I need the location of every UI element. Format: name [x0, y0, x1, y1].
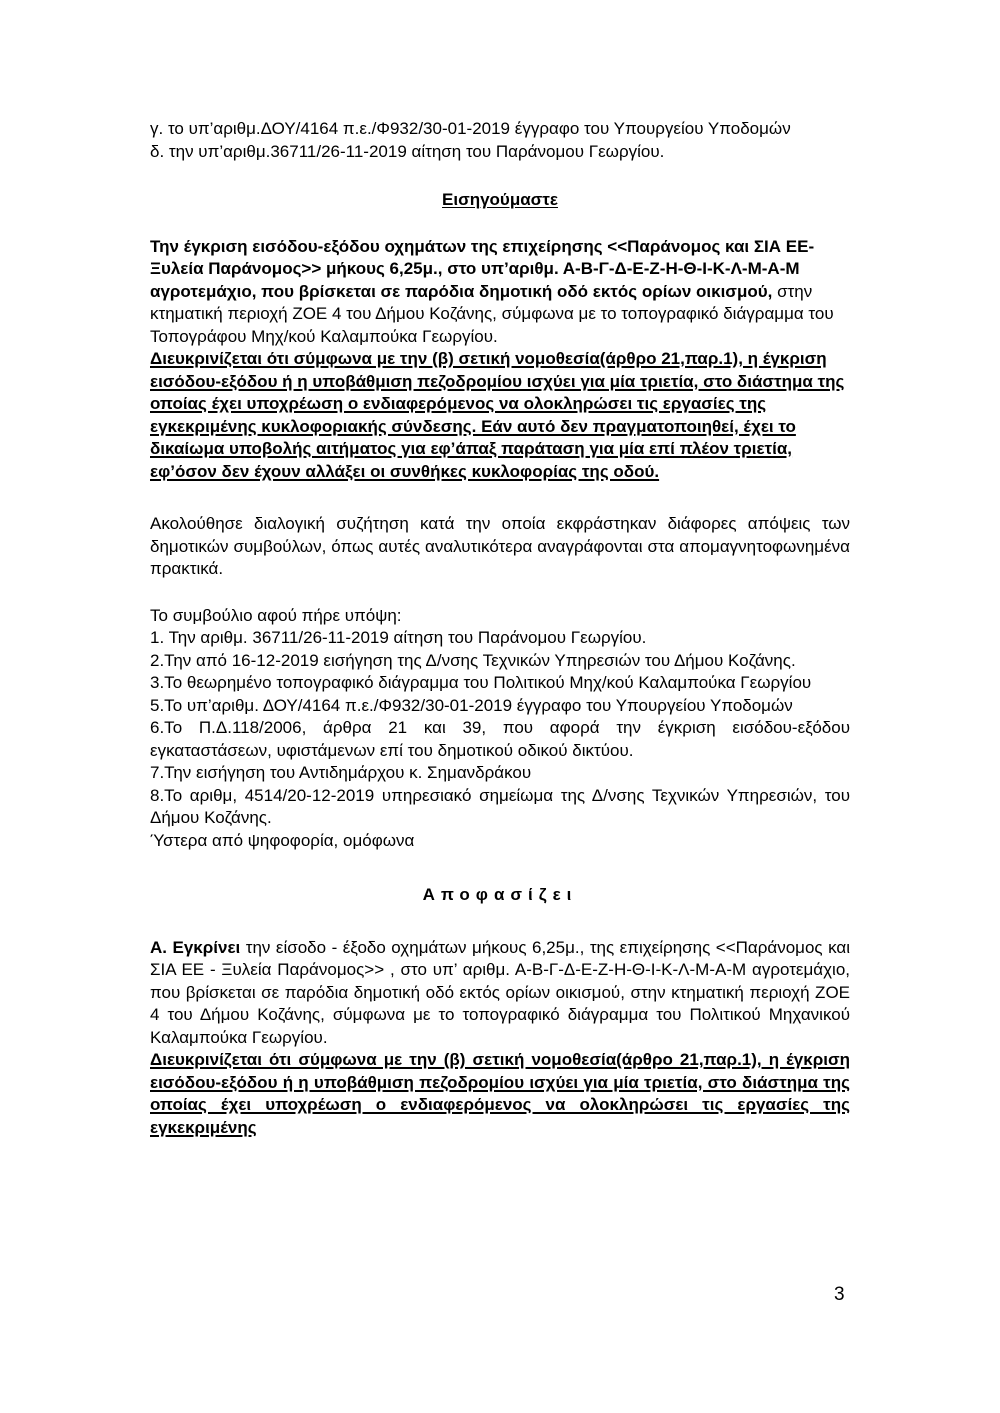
- decision-paragraph: [150, 937, 850, 1050]
- proposal-bold-text: Την έγκριση εισόδου-εξόδου οχημάτων της επιχείρησης <<Παράνομος και ΣΙΑ ΕΕ-Ξυλεία Παράνομος>> μήκους 6,25μ., στο υπ’αριθμ. Α-Β-Γ-Δ-Ε-Ζ-Η-Θ-Ι-Κ-Λ-Μ-Α-Μ αγροτεμάχιο, που βρίσκεται σε παρόδια δημοτική οδό εκτός ορίων οικισμού,: [150, 236, 815, 301]
- document-page: [150, 118, 850, 1139]
- consideration-item: 7.Την εισήγηση του Αντιδημάρχου κ. Σημανδράκου: [150, 763, 532, 782]
- reference-item-g: γ. το υπ’αριθμ.ΔΟΥ/4164 π.ε./Φ932/30-01-2019 έγγραφο του Υπουργείου Υποδομών: [150, 119, 791, 138]
- proposal-normal-text: στην κτηματική περιοχή ΖΟΕ 4 του Δήμου Κοζάνης, σύμφωνα με το τοπογραφικό διάγραμμα του Τοπογράφου Μηχ/κού Καλαμπούκα Γεωργίου.: [150, 281, 834, 346]
- decision-text: την είσοδο - έξοδο οχημάτων μήκους 6,25μ., της επιχείρησης <<Παράνομος και ΣΙΑ ΕΕ - Ξυλεία Παράνομος>> , στο υπ’ αριθμ. Α-Β-Γ-Δ-Ε-Ζ-Η-Θ-Ι-Κ-Λ-Μ-Α-Μ αγροτεμάχιο, που βρίσκεται σε παρόδια δημοτική οδό εκτός ορίων οικισμού, στην κτηματική περιοχή ΖΟΕ 4 του Δήμου Κοζάνης, σύμφωνα με το τοπογραφικό διάγραμμα του Πολιτικού Μηχανικού Καλαμπούκα Γεωργίου.: [150, 937, 851, 1047]
- consideration-item: 8.Το αριθμ, 4514/20-12-2019 υπηρεσιακό σημείωμα της Δ/νσης Τεχνικών Υπηρεσιών, του Δήμου Κοζάνης.: [150, 785, 850, 827]
- consideration-item: 1. Την αριθμ. 36711/26-11-2019 αίτηση του Παράνομου Γεωργίου.: [150, 628, 647, 647]
- proposal-heading: Εισηγούμαστε: [442, 190, 558, 209]
- consideration-item: 5.Το υπ’αριθμ. ΔΟΥ/4164 π.ε./Φ932/30-01-2019 έγγραφο του Υπουργείου Υποδομών: [150, 695, 793, 715]
- vote-result: Ύστερα από ψηφοφορία, ομόφωνα: [150, 830, 415, 850]
- decision-clarification: Διευκρινίζεται ότι σύμφωνα με την (β) σετική νομοθεσία(άρθρο 21,παρ.1), η έγκριση εισόδου-εξόδου ή η υποβάθμιση πεζοδρομίου ισχύει για μία τριετία, στο διάστημα της οποίας έχει υποχρέωση ο ενδιαφερόμενος να ολοκληρώσει τις εργασίες της εγκεκριμένης: [150, 1050, 850, 1137]
- consideration-item: 6.Το Π.Δ.118/2006, άρθρα 21 και 39, που αφορά την έγκριση εισόδου-εξόδου εγκαταστάσεων, υφιστάμενων επί του δημοτικού οδικού δικτύου.: [150, 718, 850, 760]
- considerations-intro: Το συμβούλιο αφού πήρε υπόψη:: [150, 605, 402, 625]
- consideration-item: 2.Την από 16-12-2019 εισήγηση της Δ/νσης Τεχνικών Υπηρεσιών του Δήμου Κοζάνης.: [150, 650, 796, 670]
- reference-item-d: δ. την υπ’αριθμ.36711/26-11-2019 αίτηση του Παράνομου Γεωργίου.: [150, 141, 665, 161]
- proposal-clarification: Διευκρινίζεται ότι σύμφωνα με την (β) σετική νομοθεσία(άρθρο 21,παρ.1), η έγκριση εισόδου-εξόδου ή η υποβάθμιση πεζοδρομίου ισχύει για μία τριετία, στο διάστημα της οποίας έχει υποχρέωση ο ενδιαφερόμενος να ολοκληρώσει τις εργασίες της εγκεκριμένης κυκλοφοριακής σύνδεσης. Εάν αυτό δεν πραγματοποιηθεί, έχει το δικαίωμα υποβολής αιτήματος για εφ’άπαξ παράταση για μία επί πλέον τριετία, εφ’όσον δεν έχουν αλλάξει οι συνθήκες κυκλοφορίας της οδού.: [150, 349, 845, 481]
- discussion-paragraph: Ακολούθησε διαλογική συζήτηση κατά την οποία εκφράστηκαν διάφορες απόψεις των δημοτικών συμβούλων, όπως αυτές αναλυτικότερα αναγράφονται στα απομαγνητοφωνημένα πρακτικά.: [150, 514, 850, 578]
- proposal-paragraph: [150, 236, 850, 349]
- decision-label: Α. Εγκρίνει: [150, 937, 241, 957]
- consideration-item: 3.Το θεωρημένο τοπογραφικό διάγραμμα του Πολιτικού Μηχ/κού Καλαμπούκα Γεωργίου: [150, 673, 812, 692]
- decision-heading: Αποφασίζει: [422, 885, 578, 904]
- page-number: 3: [834, 1284, 845, 1305]
